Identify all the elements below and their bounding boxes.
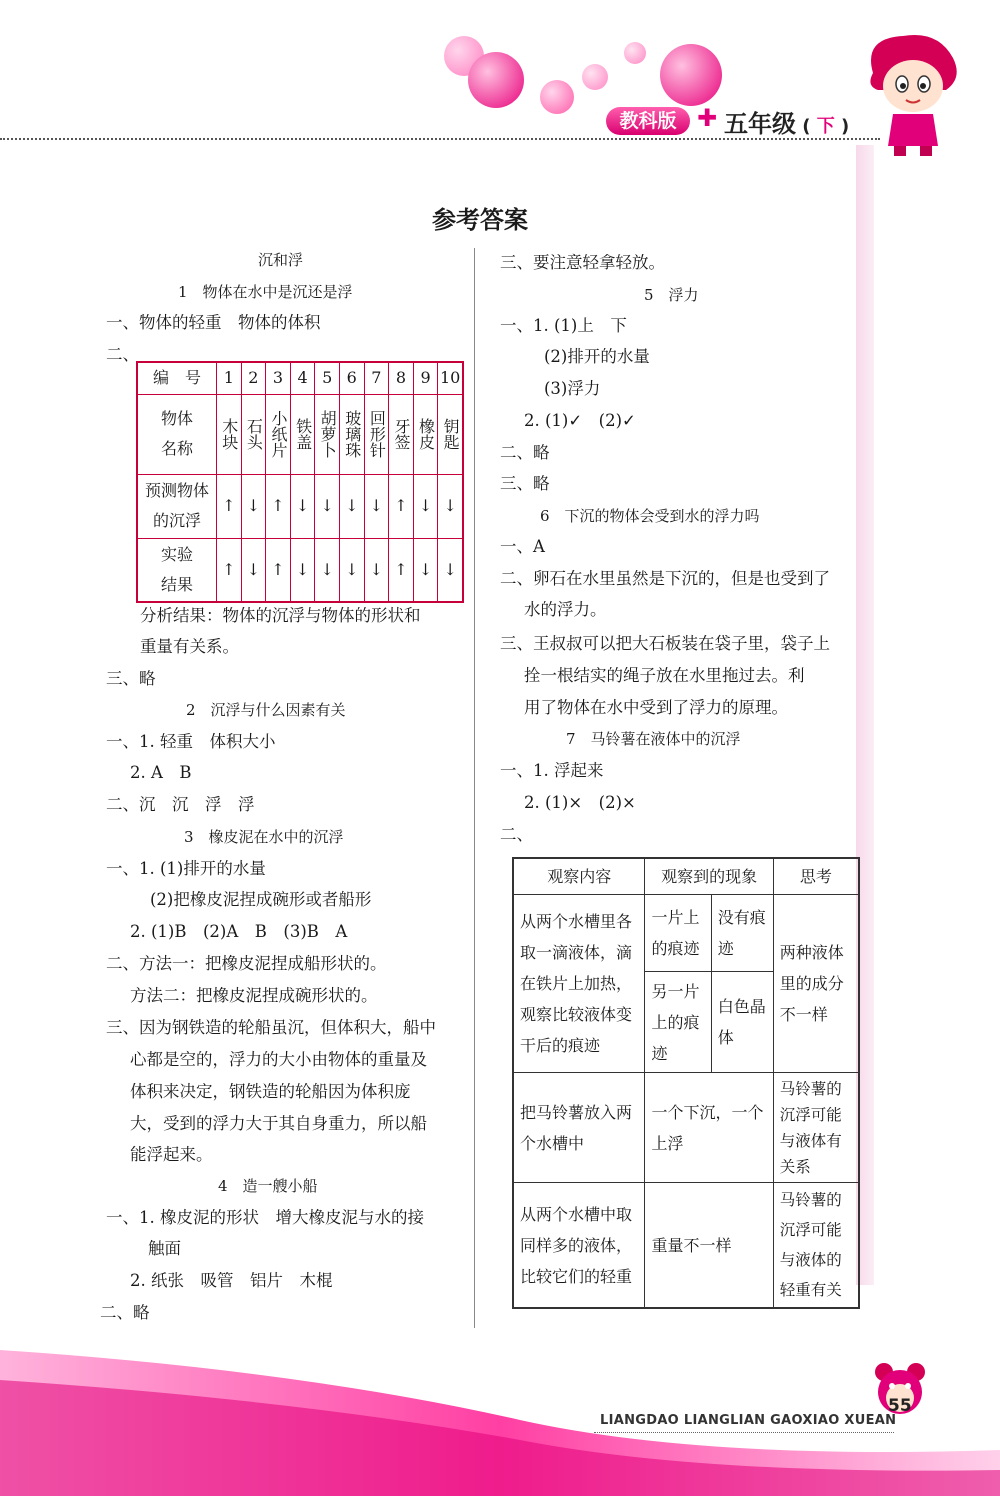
table-cell: 白色晶体 — [711, 972, 773, 1073]
answer-line: (3)浮力 — [544, 379, 601, 398]
edition-badge: 教科版 — [606, 107, 690, 135]
grade-label: 五年级 ( 下 ) — [724, 110, 850, 138]
answer-line: 分析结果：物体的沉浮与物体的形状和 — [140, 606, 421, 625]
answer-line: 一、A — [500, 537, 545, 556]
arrow-cell: ↑ — [389, 474, 414, 538]
table-cell — [413, 394, 438, 474]
arrow-cell: ↓ — [290, 474, 315, 538]
item-name: 橡皮 — [416, 418, 436, 450]
answer-line: 一、1. (1)排开的水量 — [106, 859, 266, 878]
answer-line: 能浮起来。 — [130, 1145, 213, 1164]
answer-line: 二、方法一：把橡皮泥捏成船形状的。 — [106, 954, 387, 973]
decor-bubble — [540, 80, 574, 114]
answer-line: 二、卵石在水里虽然是下沉的，但是也受到了 — [500, 569, 830, 588]
sink-float-table — [136, 361, 464, 603]
grade-text: 五年级 — [724, 110, 796, 138]
answer-line: 拴一根结实的绳子放在水里拖过去。利 — [524, 666, 805, 685]
answer-line: 一、1. 浮起来 — [500, 761, 604, 780]
answer-line: 三、略 — [500, 474, 550, 493]
arrow-cell: ↑ — [266, 538, 291, 602]
row-label-text: 实验结果 — [160, 544, 193, 594]
answer-line: 用了物体在水中受到了浮力的原理。 — [524, 698, 788, 717]
section-heading: 6 下沉的物体会受到水的浮力吗 — [540, 507, 760, 525]
table-header: 思考 — [773, 858, 859, 895]
footer-rule — [594, 1432, 894, 1433]
answer-line: 2. (1)B (2)A B (3)B A — [130, 922, 348, 941]
arrow-cell: ↑ — [217, 538, 242, 602]
table-cell: 一个下沉，一个上浮 — [645, 1073, 773, 1183]
section-heading: 沉和浮 — [258, 251, 304, 269]
volume-text: 下 — [816, 116, 835, 137]
page-number: 55 — [888, 1396, 912, 1416]
answer-line: 二、 — [500, 825, 533, 844]
answer-line: 2. 纸张 吸管 铝片 木棍 — [130, 1271, 333, 1290]
answer-line: 二、沉 沉 浮 浮 — [106, 795, 255, 814]
answer-line: 二、略 — [500, 443, 550, 462]
arrow-cell: ↓ — [315, 538, 340, 602]
arrow-cell: ↓ — [438, 474, 463, 538]
answer-line: (2)排开的水量 — [544, 347, 650, 366]
table-cell: 马铃薯的沉浮可能与液体有关系 — [773, 1073, 859, 1183]
answer-line: 2. A B — [130, 763, 192, 782]
answer-line: 心都是空的，浮力的大小由物体的重量及 — [130, 1050, 427, 1069]
item-name: 木块 — [219, 418, 239, 450]
table-row-label — [137, 474, 217, 538]
decor-bubble — [660, 44, 722, 106]
arrow-cell: ↓ — [290, 538, 315, 602]
table-cell: 另一片上的痕迹 — [645, 972, 711, 1073]
series-name: LIANGDAO LIANGLIAN GAOXIAO XUEAN — [600, 1413, 897, 1428]
table-cell — [315, 394, 340, 474]
answer-line: 方法二：把橡皮泥捏成碗形状的。 — [130, 986, 378, 1005]
arrow-cell: ↓ — [339, 538, 364, 602]
decor-bubble — [624, 42, 646, 64]
answer-line: 三、因为钢铁造的轮船虽沉，但体积大，船中 — [106, 1018, 436, 1037]
section-heading: 4 造一艘小船 — [218, 1177, 318, 1195]
table-cell: 两种液体里的成分不一样 — [773, 895, 859, 1073]
table-cell: 1 — [217, 362, 242, 394]
table-cell: 重量不一样 — [645, 1183, 773, 1309]
potato-observation-table — [512, 857, 860, 1309]
table-cell: 没有痕迹 — [711, 895, 773, 972]
table-cell — [290, 394, 315, 474]
plus-icon: ✚ — [697, 104, 718, 132]
table-row — [513, 895, 859, 972]
table-row — [137, 362, 463, 394]
table-cell: 6 — [339, 362, 364, 394]
section-heading: 3 橡皮泥在水中的沉浮 — [184, 828, 344, 846]
table-header: 观察到的现象 — [645, 858, 773, 895]
arrow-cell: ↓ — [315, 474, 340, 538]
arrow-cell: ↓ — [364, 474, 389, 538]
table-cell — [217, 394, 242, 474]
table-row — [137, 474, 463, 538]
table-cell: 8 — [389, 362, 414, 394]
table-cell: 7 — [364, 362, 389, 394]
answer-line: (2)把橡皮泥捏成碗形或者船形 — [150, 890, 372, 909]
arrow-cell: ↓ — [413, 474, 438, 538]
answer-line: 一、1. (1)上 下 — [500, 316, 627, 335]
table-cell — [389, 394, 414, 474]
table-row — [513, 858, 859, 895]
table-cell: 马铃薯的沉浮可能与液体的轻重有关 — [773, 1183, 859, 1309]
arrow-cell: ↑ — [217, 474, 242, 538]
table-row — [137, 394, 463, 474]
item-name: 小纸片 — [268, 410, 288, 458]
column-divider — [474, 248, 475, 1328]
answer-line: 三、要注意轻拿轻放。 — [500, 253, 665, 272]
item-name: 胡萝卜 — [318, 410, 338, 458]
table-cell: 从两个水槽里各取一滴液体，滴在铁片上加热，观察比较液体变干后的痕迹 — [513, 895, 645, 1073]
answer-line: 三、略 — [106, 669, 156, 688]
section-heading: 2 沉浮与什么因素有关 — [186, 701, 346, 719]
item-name: 牙签 — [391, 418, 411, 450]
section-heading: 1 物体在水中是沉还是浮 — [178, 283, 353, 301]
table-cell: 2 — [241, 362, 266, 394]
answer-line: 二、 — [106, 345, 139, 364]
item-name: 玻璃珠 — [342, 410, 362, 458]
answer-line: 二、略 — [100, 1303, 150, 1322]
table-cell: 从两个水槽中取同样多的液体，比较它们的轻重 — [513, 1183, 645, 1309]
answer-line: 体积来决定，钢铁造的轮船因为体积庞 — [130, 1082, 411, 1101]
table-row-label — [137, 394, 217, 474]
item-name: 钥匙 — [441, 418, 461, 450]
section-heading: 5 浮力 — [644, 286, 699, 304]
item-name: 回形针 — [367, 410, 387, 458]
answer-line: 大，受到的浮力大于其自身重力，所以船 — [130, 1114, 427, 1133]
table-row — [513, 1183, 859, 1309]
table-cell: 5 — [315, 362, 340, 394]
table-cell — [364, 394, 389, 474]
decor-bubble — [468, 52, 524, 108]
item-name: 铁盖 — [293, 418, 313, 450]
page-title: 参考答案 — [432, 206, 528, 234]
arrow-cell: ↓ — [438, 538, 463, 602]
table-row — [137, 538, 463, 602]
arrow-cell: ↑ — [389, 538, 414, 602]
table-cell: 9 — [413, 362, 438, 394]
answer-line: 触面 — [148, 1239, 181, 1258]
answer-line: 一、物体的轻重 物体的体积 — [106, 313, 321, 332]
arrow-cell: ↓ — [241, 538, 266, 602]
arrow-cell: ↑ — [266, 474, 291, 538]
table-header: 观察内容 — [513, 858, 645, 895]
answer-line: 一、1. 轻重 体积大小 — [106, 732, 276, 751]
answer-line: 2. (1)× (2)× — [524, 793, 636, 812]
answer-line: 一、1. 橡皮泥的形状 增大橡皮泥与水的接 — [106, 1208, 424, 1227]
table-row — [513, 1073, 859, 1183]
row-label-text: 预测物体的沉浮 — [144, 481, 209, 530]
table-cell: 把马铃薯放入两个水槽中 — [513, 1073, 645, 1183]
row-label-text: 物体名称 — [160, 409, 193, 458]
table-cell — [241, 394, 266, 474]
table-row-label — [137, 538, 217, 602]
header-dotted-rule — [0, 138, 880, 140]
answer-line: 三、王叔叔可以把大石板装在袋子里，袋子上 — [500, 634, 830, 653]
table-cell — [339, 394, 364, 474]
answer-line: 2. (1)✓ (2)✓ — [524, 411, 636, 430]
table-cell — [266, 394, 291, 474]
arrow-cell: ↓ — [241, 474, 266, 538]
arrow-cell: ↓ — [413, 538, 438, 602]
arrow-cell: ↓ — [364, 538, 389, 602]
table-cell: 10 — [438, 362, 463, 394]
table-cell — [438, 394, 463, 474]
table-cell: 4 — [290, 362, 315, 394]
table-cell: 3 — [266, 362, 291, 394]
answer-line: 重量有关系。 — [140, 637, 239, 656]
table-cell: 一片上的痕迹 — [645, 895, 711, 972]
item-name: 石头 — [244, 418, 264, 450]
arrow-cell: ↓ — [339, 474, 364, 538]
section-heading: 7 马铃薯在液体中的沉浮 — [566, 730, 741, 748]
answer-line: 水的浮力。 — [524, 600, 607, 619]
decor-bubble — [582, 64, 608, 90]
table-row-label: 编 号 — [137, 362, 217, 394]
